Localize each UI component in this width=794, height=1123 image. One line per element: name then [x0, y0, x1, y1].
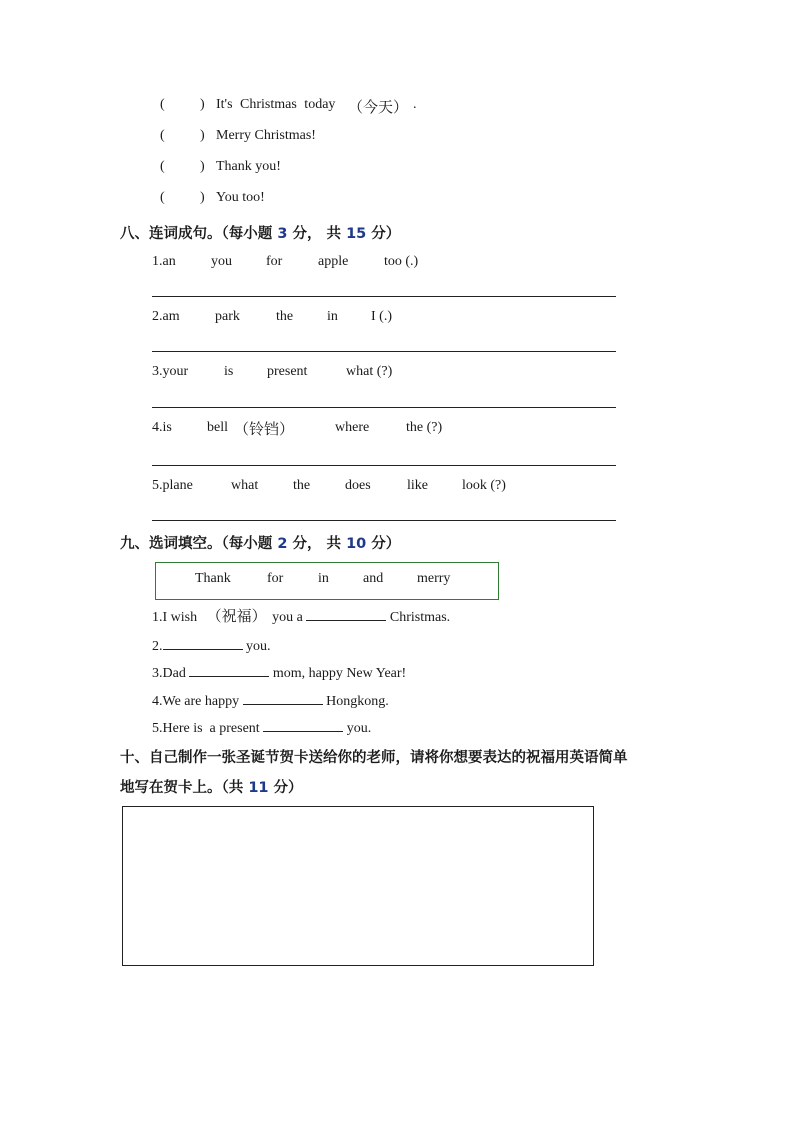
fill-blank[interactable]	[306, 606, 386, 621]
fill-blank[interactable]	[263, 717, 343, 732]
word: the	[276, 309, 294, 324]
item-text: It's Christmas today	[216, 97, 336, 112]
answer-paren-open: (	[160, 128, 165, 143]
sentence-part: Hongkong.	[326, 694, 389, 709]
answer-paren-close: )	[200, 97, 205, 112]
word: for	[266, 254, 283, 269]
heading-text: 分）	[366, 536, 401, 552]
word-bank-item: Thank	[195, 571, 231, 586]
answer-line[interactable]	[152, 351, 616, 352]
item-text: You too!	[216, 190, 265, 205]
answer-paren-close: )	[200, 128, 205, 143]
sentence-part: 5.Here is a present	[152, 721, 260, 736]
word: in	[327, 309, 338, 324]
word: 5.plane	[152, 478, 193, 493]
heading-total: 15	[346, 226, 367, 242]
sentence-part: mom, happy New Year!	[272, 666, 407, 681]
sentence-part: 1.I wish	[152, 610, 198, 625]
heading-text: 分）	[366, 226, 401, 242]
sentence-part: you.	[346, 721, 372, 736]
item-period: .	[413, 97, 417, 112]
section9-heading	[120, 532, 400, 553]
item-text: Merry Christmas!	[216, 128, 316, 143]
answer-paren-close: )	[200, 190, 205, 205]
word: present	[267, 364, 308, 379]
word: park	[215, 309, 240, 324]
section10-heading-line1	[120, 746, 628, 767]
heading-points: 3	[277, 226, 288, 242]
sentence-part: 2.	[152, 639, 163, 654]
answer-line[interactable]	[152, 296, 616, 297]
sentence-part: 4.We are happy	[152, 694, 240, 709]
fill-sentence-5	[152, 717, 371, 737]
word: is	[224, 364, 234, 379]
word-bank-item: in	[318, 571, 329, 586]
heading-text: 十、自己制作一张圣诞节贺卡送给你的老师，请将你想要表达的祝福用英语简单	[120, 750, 628, 766]
greeting-card-area[interactable]	[122, 806, 594, 966]
word: 1.an	[152, 254, 176, 269]
word: look (?)	[462, 478, 506, 493]
word: too (.)	[384, 254, 419, 269]
word: what	[231, 478, 259, 493]
word: where	[335, 420, 370, 435]
fill-sentence-3	[152, 662, 406, 682]
heading-text: 八、连词成句。（每小题	[120, 226, 278, 242]
word: does	[345, 478, 371, 493]
fill-sentence-2	[152, 635, 271, 655]
answer-paren-open: (	[160, 159, 165, 174]
sentence-part: 3.Dad	[152, 666, 186, 681]
word: like	[407, 478, 428, 493]
word-bank-item: for	[267, 571, 284, 586]
word-bank-item: merry	[417, 571, 451, 586]
answer-paren-open: (	[160, 190, 165, 205]
heading-text: 分）	[268, 780, 303, 796]
heading-text: 九、选词填空。（每小题	[120, 536, 278, 552]
word: what (?)	[346, 364, 393, 379]
word: apple	[318, 254, 349, 269]
heading-total: 10	[346, 536, 367, 552]
word: the (?)	[406, 420, 443, 435]
heading-text: 分， 共	[287, 536, 347, 552]
sentence-chinese-note: （祝福）	[206, 607, 267, 625]
fill-blank[interactable]	[189, 662, 269, 677]
heading-text: 分， 共	[287, 226, 347, 242]
sentence-part: Christmas.	[389, 610, 451, 625]
answer-line[interactable]	[152, 520, 616, 521]
word: the	[293, 478, 311, 493]
word: bell	[207, 420, 228, 435]
answer-paren-open: (	[160, 97, 165, 112]
heading-text: 地写在贺卡上。（共	[120, 780, 249, 796]
word: 4.is	[152, 420, 172, 435]
word-chinese-note: （铃铛）	[234, 420, 295, 438]
section10-heading-line2	[120, 776, 303, 797]
heading-total: 11	[248, 780, 269, 796]
fill-blank[interactable]	[163, 635, 243, 650]
sentence-part: you.	[246, 639, 271, 654]
word: 2.am	[152, 309, 180, 324]
word-bank-item: and	[363, 571, 384, 586]
answer-line[interactable]	[152, 465, 616, 466]
heading-points: 2	[277, 536, 288, 552]
item-chinese-note: （今天）	[348, 98, 409, 116]
section8-heading	[120, 222, 400, 243]
sentence-part: you a	[272, 610, 303, 625]
word: you	[211, 254, 232, 269]
item-text: Thank you!	[216, 159, 281, 174]
fill-sentence-4	[152, 690, 389, 710]
fill-sentence-1	[152, 605, 450, 626]
answer-paren-close: )	[200, 159, 205, 174]
word: 3.your	[152, 364, 189, 379]
word: I (.)	[371, 309, 392, 324]
answer-line[interactable]	[152, 407, 616, 408]
fill-blank[interactable]	[243, 690, 323, 705]
